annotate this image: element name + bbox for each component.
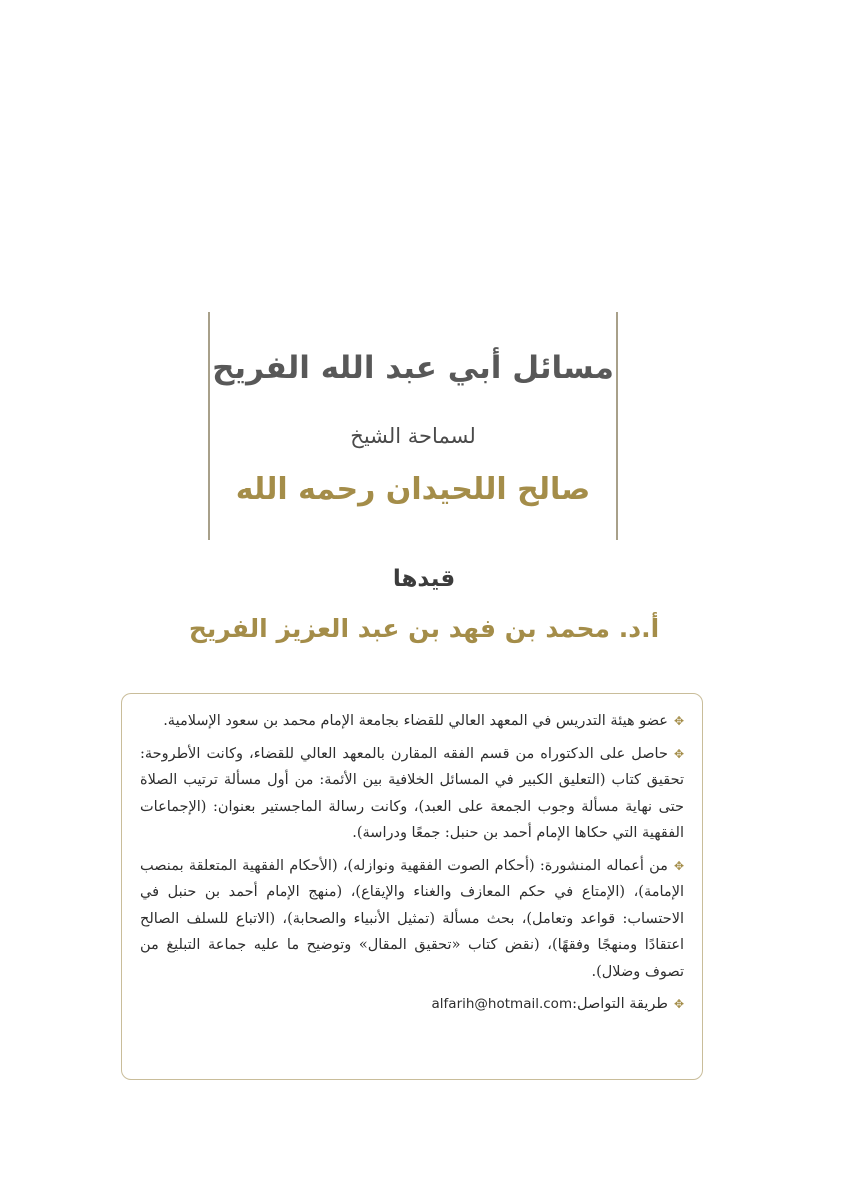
book-title: مسائل أبي عبد الله الفريح <box>212 350 614 386</box>
bio-item <box>140 853 684 986</box>
bullet-ornament-icon: ✥ <box>673 746 684 761</box>
title-block <box>208 312 618 540</box>
contact-label: طريقة التواصل: <box>572 996 668 1012</box>
contact-email[interactable]: alfarih@hotmail.com <box>431 996 573 1012</box>
bullet-ornament-icon: ✥ <box>673 858 684 873</box>
bio-item-text: حاصل على الدكتوراه من قسم الفقه المقارن بالمعهد العالي للقضاء، وكانت الأطروحة: تحقيق كتاب (التعليق الكبير في المسائل الخلافية بين الأئمة: من أول مسألة ترتيب الصلاة حتى نهاية مسألة وجوب الجمعة على العبد)، وكانت رسالة الماجستير بعنوان: (الإجماعات الفقهية التي حكاها الإمام أحمد بن حنبل: جمعًا ودراسة). <box>140 745 684 841</box>
contact-line <box>140 991 684 1018</box>
book-subtitle: لسماحة الشيخ <box>350 424 476 448</box>
bullet-ornament-icon: ✥ <box>673 997 684 1011</box>
bullet-ornament-icon: ✥ <box>673 714 684 728</box>
bio-item <box>140 741 684 847</box>
bio-item-text: عضو هيئة التدريس في المعهد العالي للقضاء بجامعة الإمام محمد بن سعود الإسلامية. <box>163 713 668 729</box>
author-name: صالح اللحيدان رحمه الله <box>235 472 591 507</box>
bio-item <box>140 708 684 735</box>
bio-item-text: من أعماله المنشورة: (أحكام الصوت الفقهية ونوازله)، (الأحكام الفقهية المتعلقة بمنصب الإمامة)، (الإمتاع في حكم المعازف والغناء والإيقاع)، (منهج الإمام أحمد بن حنبل في الاحتساب: قواعد وتعامل)، بحث مسألة (تمثيل الأنبياء والصحابة)، (الاتباع للسلف الصالح اعتقادًا ومنهجًا وفقهًا)، (نقض كتاب «تحقيق المقال» وتوضيح ما عليه جماعة التبليغ من تصوف وضلال). <box>140 857 684 980</box>
editor-label: قيدها <box>392 566 456 592</box>
editor-bio-box <box>121 693 703 1080</box>
editor-name: أ.د. محمد بن فهد بن عبد العزيز الفريح <box>188 614 660 643</box>
